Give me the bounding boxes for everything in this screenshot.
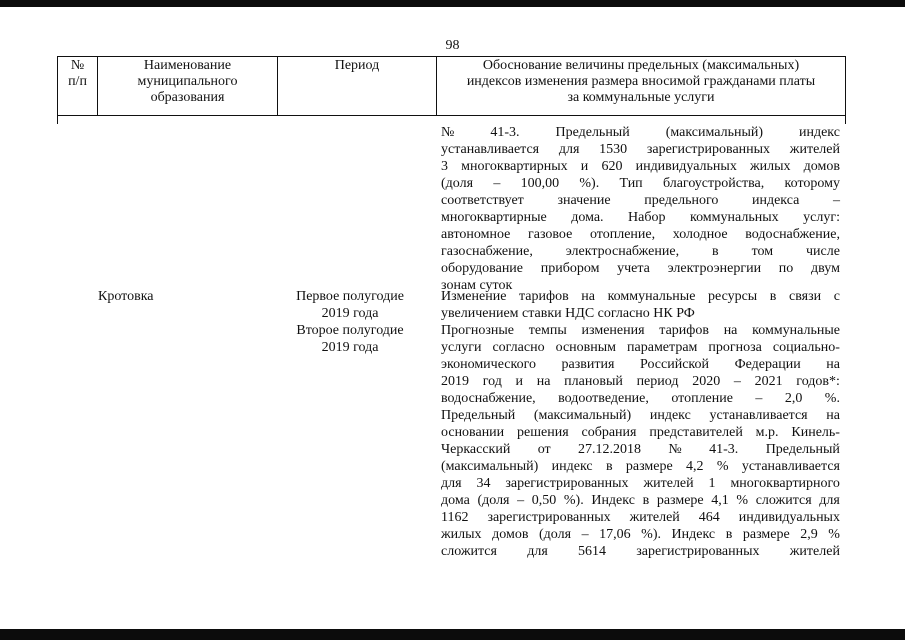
word: многоквартирного	[730, 476, 840, 491]
word: темпы	[528, 323, 567, 338]
word: устанавливается	[741, 459, 840, 474]
word: изменения	[581, 323, 645, 338]
table-border-right	[845, 116, 846, 124]
word: 27.12.2018	[578, 442, 642, 457]
word: дома	[441, 493, 470, 508]
period-second-half: Второе полугодие	[296, 323, 404, 338]
word: газоснабжение,	[441, 244, 533, 259]
word: –	[517, 493, 525, 508]
text-line	[441, 243, 840, 260]
municipality-name: Кротовка	[98, 289, 154, 304]
word: для	[558, 142, 580, 157]
word: Черкасский	[441, 442, 511, 457]
word: 2019	[441, 374, 469, 389]
word: Изменение	[441, 289, 507, 304]
word: в	[725, 527, 733, 542]
scan-border-top	[0, 0, 905, 7]
word: двум	[811, 261, 840, 276]
header-justification-cell	[436, 56, 846, 116]
word: 0,50	[531, 493, 557, 508]
word: индекс	[551, 459, 593, 474]
word: по	[778, 261, 794, 276]
word: параметрам	[627, 340, 698, 355]
word: услуги	[441, 340, 482, 355]
word: Предельный	[441, 408, 516, 423]
word: (максимальный)	[441, 459, 539, 474]
word: (доля	[441, 176, 474, 191]
text-line	[441, 390, 840, 407]
word: устанавливается	[441, 142, 540, 157]
header-justification-line: Обоснование величины предельных (максимальных)	[482, 58, 800, 73]
word: 34	[476, 476, 491, 491]
word: Федерации	[734, 357, 801, 372]
word: социально-	[772, 340, 840, 355]
word: тарифов	[659, 323, 709, 338]
word: зарегистрированных	[646, 142, 771, 157]
word: на	[826, 357, 840, 372]
word: ресурсы	[708, 289, 758, 304]
word: отопление,	[589, 227, 656, 242]
word: (максимальный)	[533, 408, 632, 423]
word: %	[828, 527, 840, 542]
header-municipality-line: Наименование	[143, 58, 232, 73]
text-line	[441, 192, 840, 209]
word: 4,1	[711, 493, 729, 508]
word: размере	[625, 459, 673, 474]
word: в	[605, 459, 613, 474]
text-line	[441, 373, 840, 390]
word: на	[581, 289, 595, 304]
word: сложится	[441, 544, 497, 559]
header-period-line: Период	[334, 58, 380, 73]
justification-continued	[441, 124, 840, 294]
word: %.	[824, 391, 840, 406]
word: основании	[441, 425, 505, 440]
text-line	[441, 543, 840, 560]
text-line	[441, 475, 840, 492]
word: 1530	[599, 142, 628, 157]
text-line	[441, 124, 840, 141]
word: с	[833, 289, 840, 304]
word: домов	[803, 159, 840, 174]
word: в	[642, 493, 650, 508]
word: услуг:	[803, 210, 840, 225]
word: Индекс	[591, 493, 635, 508]
word: (доля	[477, 493, 510, 508]
word: и	[515, 374, 524, 389]
word: для	[441, 476, 462, 491]
word: Российской	[640, 357, 710, 372]
header-number-line: №	[70, 58, 85, 73]
text-line	[441, 288, 840, 305]
text-line	[441, 424, 840, 441]
period-cell	[288, 288, 412, 356]
word: жителей	[789, 142, 840, 157]
word: автономное	[441, 227, 511, 242]
text-line	[441, 458, 840, 475]
word: %).	[641, 527, 661, 542]
word: жилых	[441, 527, 482, 542]
word: 464	[698, 510, 720, 525]
word: оборудование	[441, 261, 524, 276]
text-line	[441, 407, 840, 424]
word: 100,00	[520, 176, 560, 191]
justification-text	[441, 288, 840, 560]
word: Набор	[628, 210, 666, 225]
text-line	[441, 175, 840, 192]
word: для	[819, 493, 840, 508]
word: зарегистрированных	[636, 544, 760, 559]
text-line	[441, 322, 840, 339]
word: основным	[555, 340, 617, 355]
word: период	[636, 374, 679, 389]
word: размере	[742, 527, 790, 542]
word: №	[441, 125, 455, 140]
word: жителей	[643, 476, 694, 491]
word: экономического	[441, 357, 536, 372]
word: 41-3.	[490, 125, 520, 140]
period-first-half-year: 2019 года	[321, 306, 379, 321]
word: дома.	[571, 210, 604, 225]
word: коммунальных	[689, 210, 779, 225]
word: тарифов	[519, 289, 569, 304]
text-line	[441, 339, 840, 356]
word: в	[712, 244, 719, 259]
page-number: 98	[445, 38, 460, 53]
word: согласно	[492, 340, 545, 355]
word: индекс	[798, 125, 840, 140]
word: многоквартирные	[441, 210, 547, 225]
word: соответствует	[441, 193, 524, 208]
word: №	[668, 442, 682, 457]
text-line	[441, 509, 840, 526]
period-second-half-year: 2019 года	[321, 340, 379, 355]
word: Предельный	[765, 442, 840, 457]
header-period-cell	[277, 56, 436, 116]
word: размере	[656, 493, 704, 508]
word: жителей	[629, 510, 680, 525]
scan-border-bottom	[0, 629, 905, 640]
word: собрания	[581, 425, 637, 440]
word: холодное	[672, 227, 728, 242]
word: значение	[557, 193, 611, 208]
word: годов*:	[796, 374, 840, 389]
word: водоснабжение,	[441, 391, 536, 406]
word: 2,0	[784, 391, 803, 406]
word: 17,06	[599, 527, 631, 542]
text-line	[441, 158, 840, 175]
word: на	[826, 408, 840, 423]
word: %	[736, 493, 749, 508]
word: 2021	[754, 374, 783, 389]
word: 2020	[692, 374, 721, 389]
word: м.р.	[755, 425, 779, 440]
text-line	[441, 492, 840, 509]
word: водоотведение,	[558, 391, 649, 406]
word: плановый	[564, 374, 623, 389]
word: увеличением ставки НДС согласно НК РФ	[441, 306, 695, 321]
word: Кинель-	[791, 425, 840, 440]
word: и	[580, 159, 589, 174]
word: Прогнозные	[441, 323, 514, 338]
word: в	[769, 289, 777, 304]
word: многоквартирных	[461, 159, 568, 174]
word: газовое	[528, 227, 573, 242]
text-line	[441, 356, 840, 373]
word: коммунальные	[607, 289, 696, 304]
word: индекса	[751, 193, 800, 208]
text-line	[441, 141, 840, 158]
word: Тип	[619, 176, 643, 191]
word: представителей	[649, 425, 743, 440]
table-border-left	[57, 116, 58, 124]
word: коммунальные	[752, 323, 840, 338]
word: жителей	[789, 544, 840, 559]
word: Индекс	[671, 527, 716, 542]
word: том	[751, 244, 774, 259]
word: (доля	[538, 527, 572, 542]
word: прибором	[540, 261, 600, 276]
word: –	[733, 374, 741, 389]
word: сложится	[755, 493, 812, 508]
word: 3	[441, 159, 448, 174]
word: индивидуальных	[738, 510, 840, 525]
word: зарегистрированных	[487, 510, 611, 525]
period-first-half: Первое полугодие	[296, 289, 404, 304]
word: %).	[579, 176, 600, 191]
word: 1	[708, 476, 716, 491]
word: электроэнергии	[667, 261, 762, 276]
header-justification-line: за коммунальные услуги	[567, 90, 715, 105]
word: 5614	[578, 544, 607, 559]
header-municipality-line: образования	[150, 90, 225, 105]
text-line	[441, 441, 840, 458]
header-justification-line: индексов изменения размера вносимой гражданами платы	[466, 74, 816, 89]
header-municipality-line: муниципального	[137, 74, 238, 89]
text-line	[441, 226, 840, 243]
word: 2,9	[800, 527, 818, 542]
word: зарегистрированных	[505, 476, 629, 491]
word: для	[527, 544, 548, 559]
word: –	[833, 193, 840, 208]
word: Предельный	[555, 125, 630, 140]
word: которому	[784, 176, 840, 191]
word: %	[716, 459, 729, 474]
word: решения	[517, 425, 569, 440]
word: индекс	[649, 408, 691, 423]
word: индивидуальных	[635, 159, 737, 174]
word: %).	[563, 493, 584, 508]
word: устанавливается	[709, 408, 808, 423]
text-line	[441, 260, 840, 277]
header-number-cell	[57, 56, 97, 116]
word: –	[493, 176, 501, 191]
word: зонам суток	[441, 278, 513, 293]
word: 620	[601, 159, 623, 174]
word: год	[482, 374, 502, 389]
word: связи	[789, 289, 822, 304]
word: учета	[617, 261, 650, 276]
word: прогноза	[708, 340, 762, 355]
word: электроснабжение,	[565, 244, 680, 259]
text-line	[441, 305, 840, 322]
text-line	[441, 209, 840, 226]
header-number-line: п/п	[68, 74, 87, 89]
word: 4,2	[686, 459, 704, 474]
word: от	[537, 442, 551, 457]
word: жилых	[749, 159, 791, 174]
header-municipality-cell	[97, 56, 277, 116]
word: –	[581, 527, 589, 542]
word: водоснабжение,	[745, 227, 840, 242]
word: 1162	[441, 510, 469, 525]
word: 41-3.	[709, 442, 739, 457]
word: на	[536, 374, 551, 389]
word: –	[755, 391, 763, 406]
word: числе	[806, 244, 840, 259]
word: на	[723, 323, 738, 338]
word: (максимальный)	[665, 125, 764, 140]
word: домов	[492, 527, 529, 542]
word: развития	[561, 357, 615, 372]
word: предельного	[644, 193, 719, 208]
word: отопление	[671, 391, 733, 406]
text-line	[441, 526, 840, 543]
word: благоустройства,	[662, 176, 765, 191]
